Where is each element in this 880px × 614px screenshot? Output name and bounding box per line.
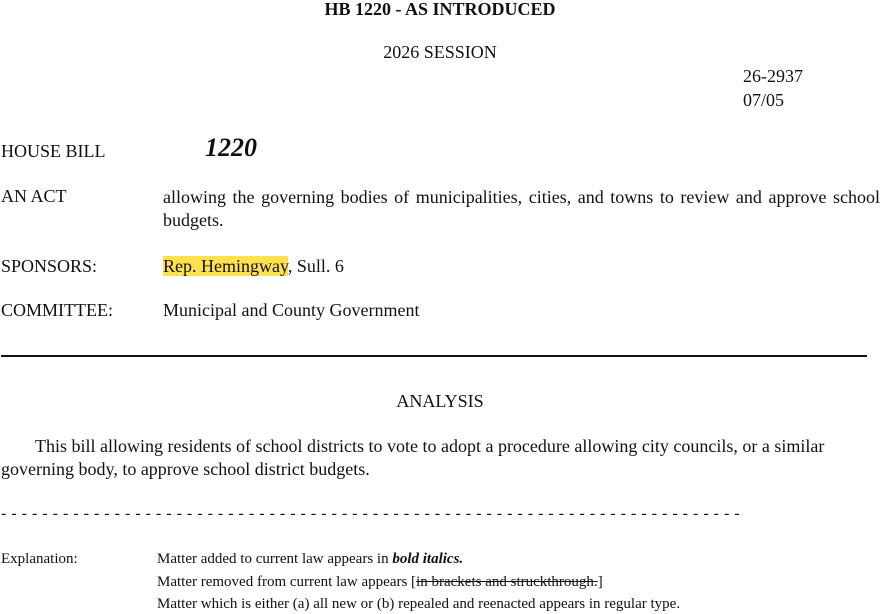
bill-type-label: HOUSE BILL xyxy=(1,141,106,161)
explanation-label: Explanation: xyxy=(1,551,78,567)
struckthrough-sample: in brackets and struckthrough. xyxy=(416,574,598,590)
committee-value: Municipal and County Government xyxy=(163,300,420,320)
act-text: allowing the governing bodies of municipalities, cities, and towns to review and approve school budgets. xyxy=(163,187,880,230)
sponsor-rest: , Sull. 6 xyxy=(287,256,344,276)
bill-number: 1220 xyxy=(205,133,257,162)
committee-label: COMMITTEE: xyxy=(1,300,113,320)
dashed-separator: - - - - - - - - - - - - - - - - - - - - - - - - - - - - - - - - - - - - - - - - - - - - - - - - - - - - - - - - - - - - - - - - - - - - - - - - xyxy=(1,505,741,522)
explanation-line-added xyxy=(157,551,463,568)
act-label: AN ACT xyxy=(1,186,67,206)
explanation-line-removed-text: Matter removed from current law appears [ xyxy=(157,574,417,590)
explanation-line-removed xyxy=(157,574,603,591)
analysis-body xyxy=(1,435,880,481)
sponsor-highlighted: Rep. Hemingway xyxy=(163,256,288,276)
sponsors-label: SPONSORS: xyxy=(1,256,98,276)
session-label: 2026 SESSION xyxy=(383,42,497,62)
document-title: HB 1220 - AS INTRODUCED xyxy=(324,0,556,19)
analysis-paragraph: This bill allowing residents of school districts to vote to adopt a procedure allowing city councils, or a similar governing body, to approve school district budgets. xyxy=(1,436,825,479)
closing-bracket: ] xyxy=(597,574,603,590)
lsr-number: 26-2937 xyxy=(743,66,803,86)
lsr-date: 07/05 xyxy=(743,90,785,110)
explanation-line-added-text: Matter added to current law appears in xyxy=(157,551,393,567)
sponsors-value xyxy=(163,256,344,277)
section-divider xyxy=(1,355,867,357)
explanation-line-regular: Matter which is either (a) all new or (b) repealed and reenacted appears in regular type. xyxy=(157,596,681,612)
bold-italics-sample: bold italics. xyxy=(392,551,464,567)
analysis-heading: ANALYSIS xyxy=(396,391,484,411)
